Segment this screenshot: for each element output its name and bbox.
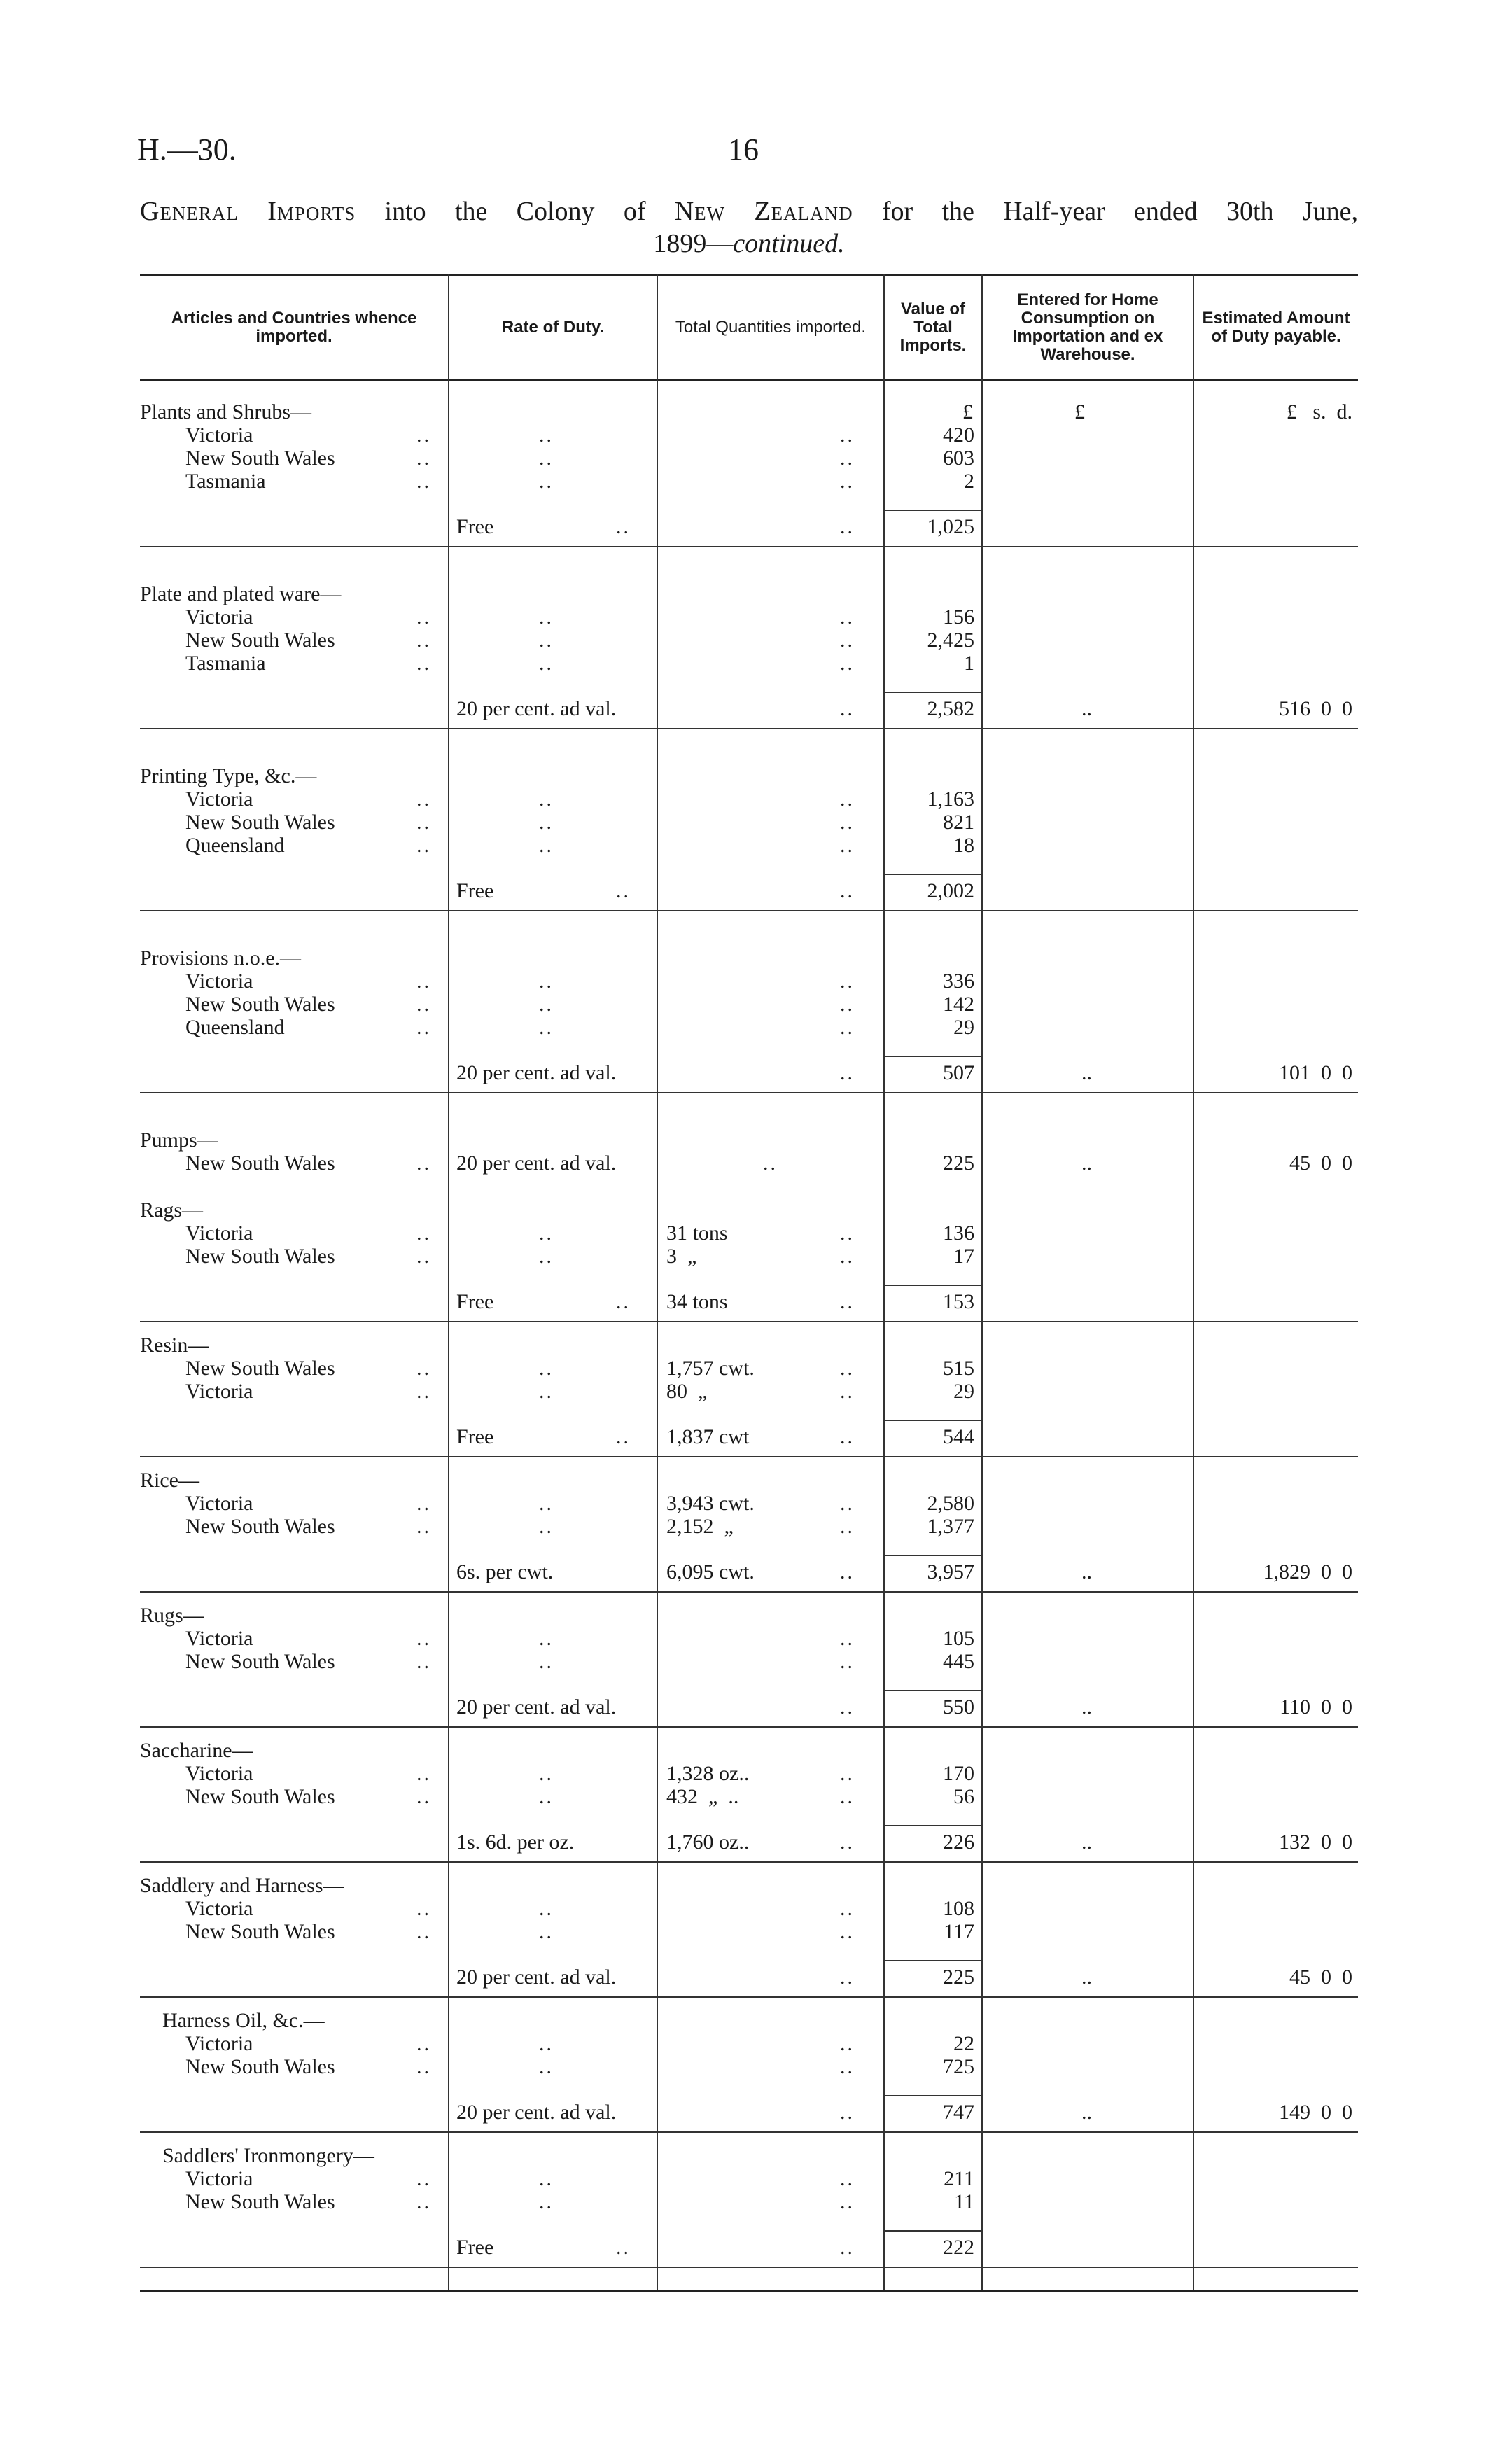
- entered-value: ..: [1082, 1061, 1092, 1084]
- total-value: 2,582: [927, 697, 974, 720]
- total-value: 550: [943, 1695, 974, 1718]
- subtotal-rule: [885, 692, 981, 693]
- leader-dots: ..: [539, 1762, 554, 1785]
- title-word: into: [384, 197, 426, 226]
- total-quantity: 1,837 cwt: [666, 1425, 750, 1448]
- entered-value: ..: [1082, 1695, 1092, 1718]
- quantity-value: 3,943 cwt.: [666, 1492, 755, 1515]
- total-value: 226: [943, 1830, 974, 1854]
- country-name: Victoria: [186, 1762, 253, 1785]
- leader-dots: ..: [840, 606, 855, 629]
- leader-dots: ..: [840, 1061, 855, 1084]
- leader-dots: ..: [416, 811, 431, 834]
- leader-dots: ..: [539, 1222, 554, 1245]
- leader-dots: ..: [416, 969, 431, 993]
- duty-amount: 516 0 0: [1279, 697, 1352, 720]
- entered-unit: £: [1074, 400, 1085, 424]
- section-title: Rice—: [140, 1469, 200, 1492]
- leader-dots: ..: [840, 1785, 855, 1808]
- country-name: Victoria: [186, 1897, 253, 1920]
- country-name: New South Wales: [186, 811, 335, 834]
- leader-dots: ..: [416, 788, 431, 811]
- section-title: Resin—: [140, 1334, 209, 1357]
- country-name: Victoria: [186, 424, 253, 447]
- leader-dots: ..: [539, 2055, 554, 2078]
- import-value: 117: [944, 1920, 974, 1943]
- total-value: 153: [943, 1290, 974, 1313]
- duty-amount: 110 0 0: [1280, 1695, 1352, 1718]
- leader-dots: ..: [840, 1492, 855, 1515]
- import-value: 336: [943, 969, 974, 993]
- total-value: 507: [943, 1061, 974, 1084]
- import-value: 18: [953, 834, 974, 857]
- total-value: 225: [943, 1152, 974, 1175]
- title-word: ended: [1134, 197, 1198, 226]
- rate-of-duty: Free: [456, 1425, 494, 1448]
- leader-dots: ..: [416, 1785, 431, 1808]
- rate-of-duty: 20 per cent. ad val.: [456, 1966, 617, 1989]
- leader-dots: ..: [539, 470, 554, 493]
- entered-value: ..: [1082, 697, 1092, 720]
- total-value: 3,957: [927, 1560, 974, 1583]
- leader-dots: ..: [840, 1966, 855, 1989]
- leader-dots: ..: [416, 1627, 431, 1650]
- subtotal-rule: [885, 1056, 981, 1057]
- leader-dots: ..: [840, 879, 855, 902]
- rate-of-duty: 20 per cent. ad val.: [456, 697, 617, 720]
- leader-dots: ..: [416, 993, 431, 1016]
- country-name: New South Wales: [186, 1785, 335, 1808]
- total-value: 544: [943, 1425, 974, 1448]
- leader-dots: ..: [840, 1920, 855, 1943]
- col-rule: [981, 274, 983, 2290]
- col-header-entered: Entered for Home Consumption on Importation and ex Warehouse.: [1012, 290, 1163, 364]
- section-rule: [140, 2132, 1358, 2133]
- subtotal-rule: [885, 1420, 981, 1421]
- section-rule: [140, 910, 1358, 911]
- leader-dots: ..: [840, 969, 855, 993]
- duty-amount: 45 0 0: [1289, 1966, 1352, 1989]
- leader-dots: ..: [539, 834, 554, 857]
- section-rule: [140, 1861, 1358, 1863]
- subtotal-rule: [885, 2230, 981, 2232]
- leader-dots: ..: [416, 2055, 431, 2078]
- section-title: Plate and plated ware—: [140, 582, 342, 606]
- leader-dots: ..: [539, 652, 554, 675]
- leader-dots: ..: [416, 1222, 431, 1245]
- total-quantity: 6,095 cwt.: [666, 1560, 755, 1583]
- col-header-estimated: Estimated Amount of Duty payable.: [1202, 309, 1350, 346]
- import-value: 1: [964, 652, 974, 675]
- leader-dots: ..: [539, 447, 554, 470]
- leader-dots: ..: [416, 652, 431, 675]
- leader-dots: ..: [840, 470, 855, 493]
- subtotal-rule: [885, 1690, 981, 1691]
- leader-dots: ..: [840, 652, 855, 675]
- leader-dots: ..: [840, 1290, 855, 1313]
- leader-dots: ..: [416, 2190, 431, 2213]
- import-value: 445: [943, 1650, 974, 1673]
- leader-dots: ..: [539, 1515, 554, 1538]
- leader-dots: ..: [840, 2101, 855, 2124]
- leader-dots: ..: [416, 1897, 431, 1920]
- title-word: June,: [1302, 197, 1358, 226]
- section-title: Saddlery and Harness—: [140, 1874, 344, 1897]
- title-word: the: [454, 197, 488, 226]
- quantity-value: 432 „ ..: [666, 1785, 739, 1808]
- duty-amount: 1,829 0 0: [1263, 1560, 1352, 1583]
- section-title: Harness Oil, &c.—: [162, 2009, 325, 2032]
- duty-unit: £ s. d.: [1286, 400, 1352, 424]
- rate-of-duty: 20 per cent. ad val.: [456, 1152, 617, 1175]
- quantity-value: 2,152 „: [666, 1515, 734, 1538]
- import-value: 11: [954, 2190, 974, 2213]
- title-line-2: [140, 228, 1358, 259]
- leader-dots: ..: [416, 1245, 431, 1268]
- col-header-value: Value of Total Imports.: [899, 300, 967, 355]
- country-name: Victoria: [186, 1380, 253, 1403]
- rate-of-duty: Free: [456, 879, 494, 902]
- section-title: Saddlers' Ironmongery—: [162, 2144, 374, 2167]
- leader-dots: ..: [416, 1515, 431, 1538]
- leader-dots: ..: [840, 2236, 855, 2259]
- import-value: 603: [943, 447, 974, 470]
- country-name: New South Wales: [186, 1515, 335, 1538]
- table-header-rule: [140, 379, 1358, 381]
- leader-dots: ..: [840, 2167, 855, 2190]
- leader-dots: ..: [416, 1762, 431, 1785]
- import-value: 1,163: [927, 788, 974, 811]
- leader-dots: ..: [840, 515, 855, 538]
- country-name: Queensland: [186, 1016, 285, 1039]
- page-title: [140, 196, 1358, 259]
- quantity-value: 3 „: [666, 1245, 697, 1268]
- title-word: of: [623, 197, 646, 226]
- leader-dots: ..: [539, 1245, 554, 1268]
- country-name: New South Wales: [186, 447, 335, 470]
- country-name: Tasmania: [186, 470, 266, 493]
- col-header-quantities: Total Quantities imported.: [675, 318, 867, 337]
- leader-dots: ..: [416, 424, 431, 447]
- leader-dots: ..: [416, 1920, 431, 1943]
- leader-dots: ..: [539, 606, 554, 629]
- leader-dots: ..: [539, 1380, 554, 1403]
- leader-dots: ..: [616, 1290, 631, 1313]
- total-value: 225: [943, 1966, 974, 1989]
- country-name: New South Wales: [186, 2055, 335, 2078]
- leader-dots: ..: [416, 1650, 431, 1673]
- import-value: 29: [953, 1380, 974, 1403]
- col-rule: [657, 274, 658, 2290]
- country-name: New South Wales: [186, 629, 335, 652]
- leader-dots: ..: [539, 1650, 554, 1673]
- entered-value: ..: [1082, 1152, 1092, 1175]
- entered-value: ..: [1082, 2101, 1092, 2124]
- leader-dots: ..: [539, 788, 554, 811]
- import-value: 22: [953, 2032, 974, 2055]
- leader-dots: ..: [539, 2190, 554, 2213]
- total-value: 2,002: [927, 879, 974, 902]
- col-header-rate: Rate of Duty.: [501, 318, 605, 337]
- rate-of-duty: 1s. 6d. per oz.: [456, 1830, 575, 1854]
- import-value: 725: [943, 2055, 974, 2078]
- leader-dots: ..: [416, 1492, 431, 1515]
- section-title: Provisions n.o.e.—: [140, 946, 302, 969]
- total-quantity: 34 tons: [666, 1290, 728, 1313]
- leader-dots: ..: [840, 834, 855, 857]
- import-value: 142: [943, 993, 974, 1016]
- country-name: Victoria: [186, 1222, 253, 1245]
- country-name: Tasmania: [186, 652, 266, 675]
- rate-of-duty: 20 per cent. ad val.: [456, 1695, 617, 1718]
- leader-dots: ..: [616, 2236, 631, 2259]
- country-name: New South Wales: [186, 1920, 335, 1943]
- subtotal-rule: [885, 510, 981, 511]
- leader-dots: ..: [840, 447, 855, 470]
- leader-dots: ..: [539, 629, 554, 652]
- duty-amount: 101 0 0: [1279, 1061, 1352, 1084]
- country-name: Victoria: [186, 788, 253, 811]
- value-unit: £: [962, 400, 973, 424]
- leader-dots: ..: [539, 2167, 554, 2190]
- section-rule: [140, 1591, 1358, 1592]
- import-value: 1,377: [927, 1515, 974, 1538]
- rate-of-duty: 20 per cent. ad val.: [456, 2101, 617, 2124]
- total-quantity: 1,760 oz..: [666, 1830, 750, 1854]
- leader-dots: ..: [840, 2190, 855, 2213]
- rate-of-duty: 20 per cent. ad val.: [456, 1061, 617, 1084]
- leader-dots: ..: [416, 470, 431, 493]
- leader-dots: ..: [539, 1785, 554, 1808]
- subtotal-rule: [885, 1825, 981, 1826]
- rate-of-duty: Free: [456, 2236, 494, 2259]
- report-reference: H.—30.: [137, 132, 237, 167]
- quantity-value: 80 „: [666, 1380, 708, 1403]
- page-number: 16: [728, 132, 759, 167]
- country-name: Victoria: [186, 2167, 253, 2190]
- total-value: 222: [943, 2236, 974, 2259]
- leader-dots: ..: [840, 1560, 855, 1583]
- section-rule: [140, 728, 1358, 729]
- import-value: 2: [964, 470, 974, 493]
- import-value: 105: [943, 1627, 974, 1650]
- section-title: Plants and Shrubs—: [140, 400, 312, 424]
- table-bottom-rule: [140, 2290, 1358, 2292]
- leader-dots: ..: [840, 1627, 855, 1650]
- country-name: New South Wales: [186, 1650, 335, 1673]
- section-rule: [140, 2267, 1358, 2268]
- import-value: 2,425: [927, 629, 974, 652]
- import-value: 170: [943, 1762, 974, 1785]
- section-rule: [140, 1456, 1358, 1457]
- duty-amount: 132 0 0: [1279, 1830, 1352, 1854]
- subtotal-rule: [885, 1555, 981, 1556]
- section-rule: [140, 546, 1358, 547]
- leader-dots: ..: [840, 697, 855, 720]
- entered-value: ..: [1082, 1560, 1092, 1583]
- leader-dots: ..: [840, 1762, 855, 1785]
- leader-dots: ..: [539, 811, 554, 834]
- leader-dots: ..: [539, 1897, 554, 1920]
- title-year: 1899—: [653, 229, 734, 258]
- title-word: Imports: [267, 197, 356, 226]
- leader-dots: ..: [840, 1357, 855, 1380]
- leader-dots: ..: [416, 2032, 431, 2055]
- leader-dots: ..: [840, 993, 855, 1016]
- rate-of-duty: Free: [456, 1290, 494, 1313]
- section-title: Pumps—: [140, 1128, 218, 1152]
- import-value: 821: [943, 811, 974, 834]
- leader-dots: ..: [840, 629, 855, 652]
- leader-dots: ..: [416, 1380, 431, 1403]
- title-word: General: [140, 197, 239, 226]
- quantity-value: 1,328 oz..: [666, 1762, 750, 1785]
- title-word: Half-year: [1003, 197, 1105, 226]
- leader-dots: ..: [840, 1515, 855, 1538]
- leader-dots: ..: [416, 834, 431, 857]
- country-name: Victoria: [186, 1627, 253, 1650]
- section-rule: [140, 1726, 1358, 1728]
- leader-dots: ..: [840, 1695, 855, 1718]
- leader-dots: ..: [539, 1357, 554, 1380]
- leader-dots: ..: [416, 1152, 431, 1175]
- section-rule: [140, 1092, 1358, 1093]
- leader-dots: ..: [539, 2032, 554, 2055]
- duty-amount: 149 0 0: [1279, 2101, 1352, 2124]
- section-title: Saccharine—: [140, 1739, 253, 1762]
- section-rule: [140, 1996, 1358, 1998]
- country-name: New South Wales: [186, 1152, 335, 1175]
- section-title: Rugs—: [140, 1604, 204, 1627]
- entered-value: ..: [1082, 1830, 1092, 1854]
- leader-dots: ..: [616, 515, 631, 538]
- leader-dots: ..: [539, 993, 554, 1016]
- title-word: for: [881, 197, 913, 226]
- title-continued: continued.: [733, 229, 845, 258]
- subtotal-rule: [885, 1960, 981, 1961]
- leader-dots: ..: [840, 424, 855, 447]
- import-value: 108: [943, 1897, 974, 1920]
- country-name: New South Wales: [186, 2190, 335, 2213]
- leader-dots: ..: [840, 811, 855, 834]
- leader-dots: ..: [616, 1425, 631, 1448]
- title-word: New: [674, 197, 726, 226]
- leader-dots: ..: [840, 1897, 855, 1920]
- import-value: 420: [943, 424, 974, 447]
- leader-dots: ..: [416, 2167, 431, 2190]
- leader-dots: ..: [416, 629, 431, 652]
- section-title: Rags—: [140, 1198, 203, 1222]
- leader-dots: ..: [539, 424, 554, 447]
- rate-of-duty: 6s. per cwt.: [456, 1560, 554, 1583]
- country-name: Victoria: [186, 2032, 253, 2055]
- leader-dots: ..: [840, 1245, 855, 1268]
- subtotal-rule: [885, 2095, 981, 2096]
- import-value: 56: [953, 1785, 974, 1808]
- title-word: Zealand: [754, 197, 853, 226]
- country-name: Queensland: [186, 834, 285, 857]
- leader-dots: ..: [840, 1425, 855, 1448]
- title-word: Colony: [516, 197, 595, 226]
- subtotal-rule: [885, 874, 981, 875]
- leader-dots: ..: [840, 2055, 855, 2078]
- duty-amount: 45 0 0: [1289, 1152, 1352, 1175]
- leader-dots: ..: [416, 1016, 431, 1039]
- import-value: 211: [944, 2167, 974, 2190]
- import-value: 136: [943, 1222, 974, 1245]
- leader-dots: ..: [539, 969, 554, 993]
- leader-dots: ..: [416, 447, 431, 470]
- leader-dots: ..: [840, 1016, 855, 1039]
- leader-dots: ..: [840, 788, 855, 811]
- import-value: 156: [943, 606, 974, 629]
- import-value: 29: [953, 1016, 974, 1039]
- title-word: the: [941, 197, 974, 226]
- import-value: 17: [953, 1245, 974, 1268]
- total-value: 1,025: [927, 515, 974, 538]
- leader-dots: ..: [840, 1380, 855, 1403]
- leader-dots: ..: [539, 1920, 554, 1943]
- entered-value: ..: [1082, 1966, 1092, 1989]
- leader-dots: ..: [840, 1650, 855, 1673]
- total-value: 747: [943, 2101, 974, 2124]
- section-rule: [140, 1321, 1358, 1322]
- leader-dots: ..: [539, 1627, 554, 1650]
- country-name: Victoria: [186, 1492, 253, 1515]
- leader-dots: ..: [763, 1152, 778, 1175]
- subtotal-rule: [885, 1284, 981, 1286]
- leader-dots: ..: [840, 1830, 855, 1854]
- quantity-value: 31 tons: [666, 1222, 728, 1245]
- country-name: New South Wales: [186, 1245, 335, 1268]
- title-line-1: [140, 196, 1358, 227]
- title-word: 30th: [1226, 197, 1274, 226]
- leader-dots: ..: [616, 879, 631, 902]
- leader-dots: ..: [416, 1357, 431, 1380]
- country-name: New South Wales: [186, 1357, 335, 1380]
- col-rule: [448, 274, 449, 2290]
- country-name: New South Wales: [186, 993, 335, 1016]
- country-name: Victoria: [186, 606, 253, 629]
- leader-dots: ..: [539, 1492, 554, 1515]
- country-name: Victoria: [186, 969, 253, 993]
- section-title: Printing Type, &c.—: [140, 764, 317, 788]
- quantity-value: 1,757 cwt.: [666, 1357, 755, 1380]
- rate-of-duty: Free: [456, 515, 494, 538]
- import-value: 515: [943, 1357, 974, 1380]
- leader-dots: ..: [539, 1016, 554, 1039]
- import-value: 2,580: [927, 1492, 974, 1515]
- leader-dots: ..: [840, 2032, 855, 2055]
- leader-dots: ..: [416, 606, 431, 629]
- col-header-articles: Articles and Countries whence imported.: [171, 309, 417, 346]
- leader-dots: ..: [840, 1222, 855, 1245]
